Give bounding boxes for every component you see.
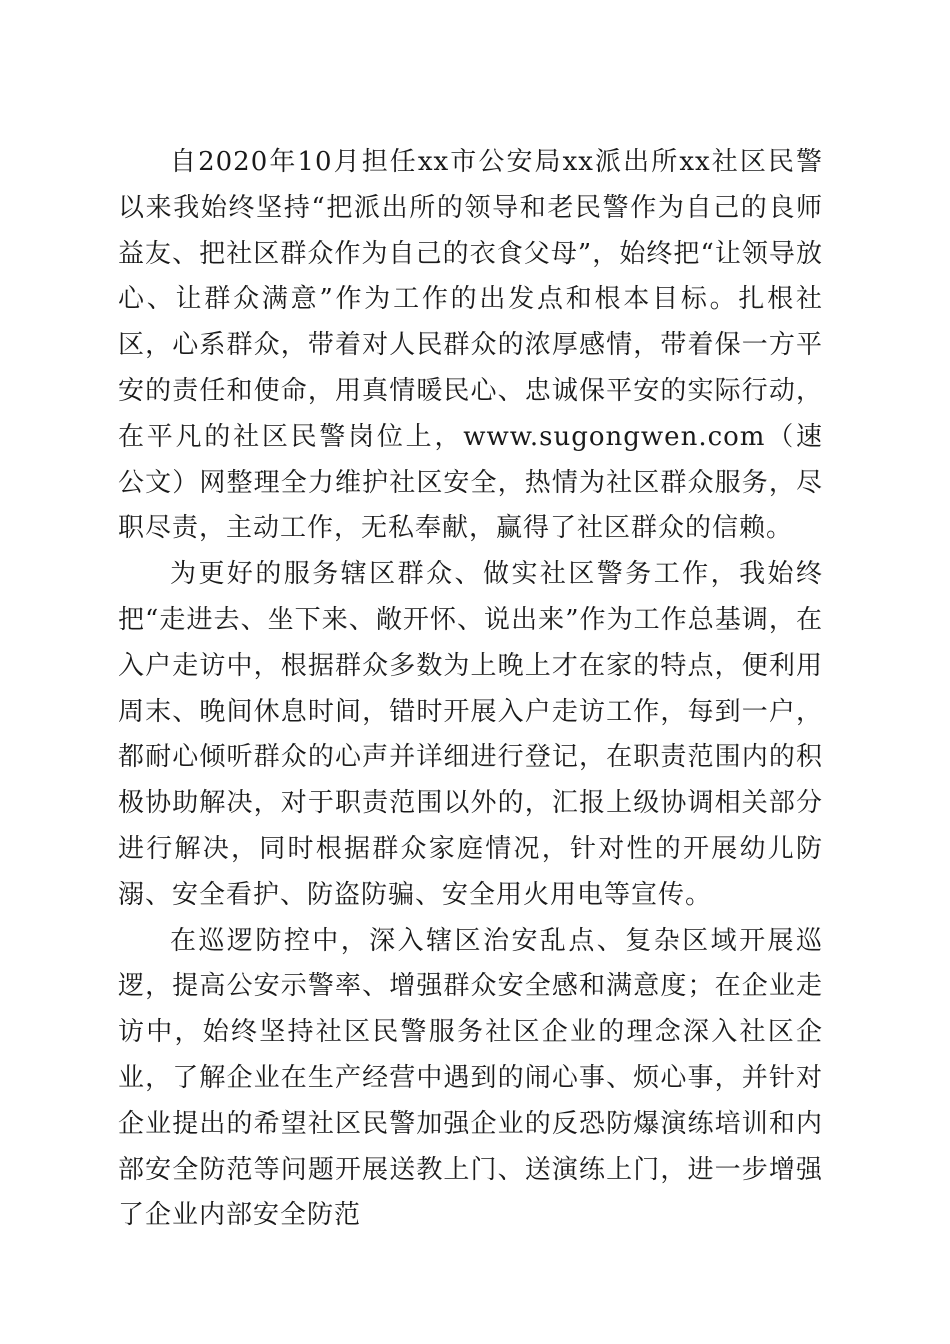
- paragraph-2: 为更好的服务辖区群众、做实社区警务工作，我始终把“走进去、坐下来、敞开怀、说出来”作为工作总基调，在入户走访中，根据群众多数为上晚上才在家的特点，便利用周末、晚间休息时间，错时开展入户走访工作，每到一户，都耐心倾听群众的心声并详细进行登记，在职责范围内的积极协助解决，对于职责范围以外的，汇报上级协调相关部分进行解决，同时根据群众家庭情况，针对性的开展幼儿防溺、安全看护、防盗防骗、安全用火用电等宣传。: [118, 559, 823, 910]
- document-body: [118, 140, 823, 1239]
- paragraph-1: 自2020年10月担任xx市公安局xx派出所xx社区民警以来我始终坚持“把派出所的领导和老民警作为自己的良师益友、把社区群众作为自己的衣食父母”，始终把“让领导放心、让群众满意”作为工作的出发点和根本目标。扎根社区，心系群众，带着对人民群众的浓厚感情，带着保一方平安的责任和使命，用真情暖民心、忠诚保平安的实际行动，在平凡的社区民警岗位上，www.sugongwen.com（速公文）网整理全力维护社区安全，热情为社区群众服务，尽职尽责，主动工作，无私奉献，赢得了社区群众的信赖。: [118, 147, 823, 544]
- paragraph-3: 在巡逻防控中，深入辖区治安乱点、复杂区域开展巡逻，提高公安示警率、增强群众安全感和满意度；在企业走访中，始终坚持社区民警服务社区企业的理念深入社区企业，了解企业在生产经营中遇到的闹心事、烦心事，并针对企业提出的希望社区民警加强企业的反恐防爆演练培训和内部安全防范等问题开展送教上门、送演练上门，进一步增强了企业内部安全防范: [118, 925, 823, 1231]
